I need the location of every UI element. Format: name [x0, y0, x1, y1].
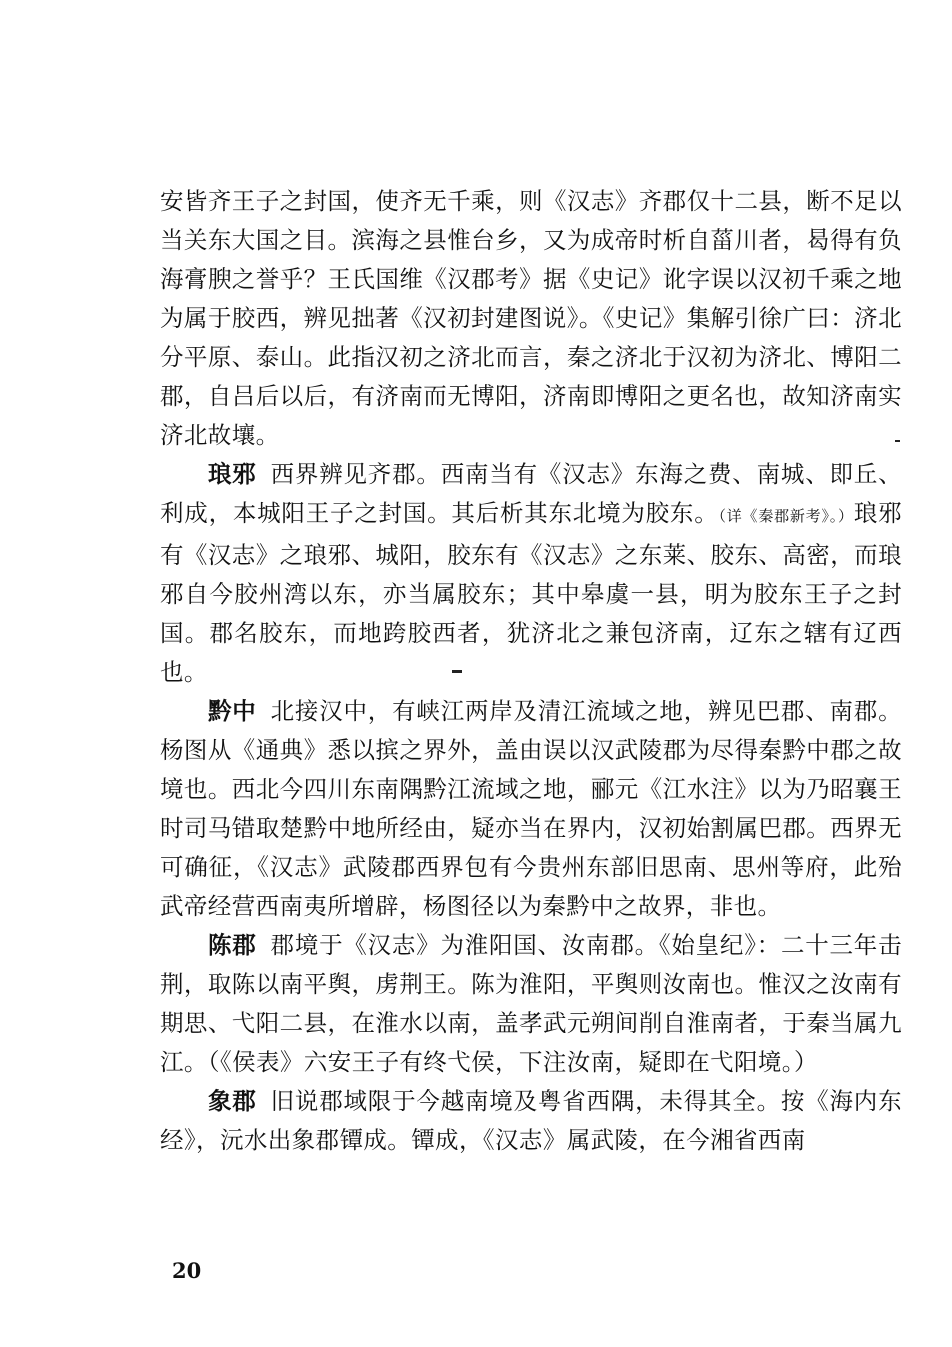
paragraph-text-part1: 西界辨见齐郡。西南当有《汉志》东海之费、南城、即丘、利成，本城阳王子之封国。其后析其东北境为胶东。	[160, 460, 902, 527]
paragraph-text-part2: 琅邪有《汉志》之琅邪、城阳，胶东有《汉志》之东莱、胶东、高密，而琅邪自今胶州湾以东，亦当属胶东；其中皋虞一县，明为胶东王子之封国。郡名胶东，而地跨胶西者，犹济北之兼包济南，辽东之辖有辽西也。	[160, 499, 902, 686]
section-heading-xiangjun: 象郡	[208, 1087, 257, 1115]
section-heading-chenjun: 陈郡	[208, 931, 257, 959]
paragraph-qianzhong	[160, 692, 902, 926]
scan-speck	[452, 670, 462, 673]
paragraph-continuation	[160, 182, 902, 455]
paragraph-xiangjun	[160, 1082, 902, 1160]
body-text	[160, 182, 902, 1160]
paragraph-text: 安皆齐王子之封国，使齐无千乘，则《汉志》齐郡仅十二县，断不足以当关东大国之目。滨海之县惟台乡，又为成帝时析自菑川者，曷得有负海膏腴之誉乎？王氏国维《汉郡考》据《史记》讹字误以汉初千乘之地为属于胶西，辨见拙著《汉初封建图说》。《史记》集解引徐广曰：济北分平原、泰山。此指汉初之济北而言，秦之济北于汉初为济北、博阳二郡，自吕后以后，有济南而无博阳，济南即博阳之更名也，故知济南实济北故壤。	[160, 187, 902, 449]
inline-note: （详《秦郡新考》。）	[718, 507, 854, 525]
scan-speck	[895, 440, 900, 442]
paragraph-langya	[160, 455, 902, 692]
section-heading-qianzhong: 黔中	[208, 697, 257, 725]
paragraph-text: 北接汉中，有峡江两岸及清江流域之地，辨见巴郡、南郡。杨图从《通典》悉以摈之界外，盖由误以汉武陵郡为尽得秦黔中郡之故境也。西北今四川东南隅黔江流域之地，郦元《江水注》以为乃昭襄王时司马错取楚黔中地所经由，疑亦当在界内，汉初始割属巴郡。西界无可确征，《汉志》武陵郡西界包有今贵州东部旧思南、思州等府，此殆武帝经营西南夷所增辟，杨图径以为秦黔中之故界，非也。	[160, 697, 902, 920]
section-heading-langya: 琅邪	[208, 460, 257, 488]
page-number: 20	[172, 1258, 202, 1283]
paragraph-text: 郡境于《汉志》为淮阳国、汝南郡。《始皇纪》：二十三年击荆，取陈以南平舆，虏荆王。陈为淮阳，平舆则汝南也。惟汉之汝南有期思、弋阳二县，在淮水以南，盖孝武元朔间削自淮南者，于秦当属九江。（《侯表》六安王子有终弋侯，下注汝南，疑即在弋阳境。）	[160, 931, 902, 1076]
paragraph-chenjun	[160, 926, 902, 1082]
paragraph-text: 旧说郡域限于今越南境及粤省西隅，未得其全。按《海内东经》，沅水出象郡镡成。镡成，《汉志》属武陵，在今湘省西南	[160, 1087, 902, 1154]
